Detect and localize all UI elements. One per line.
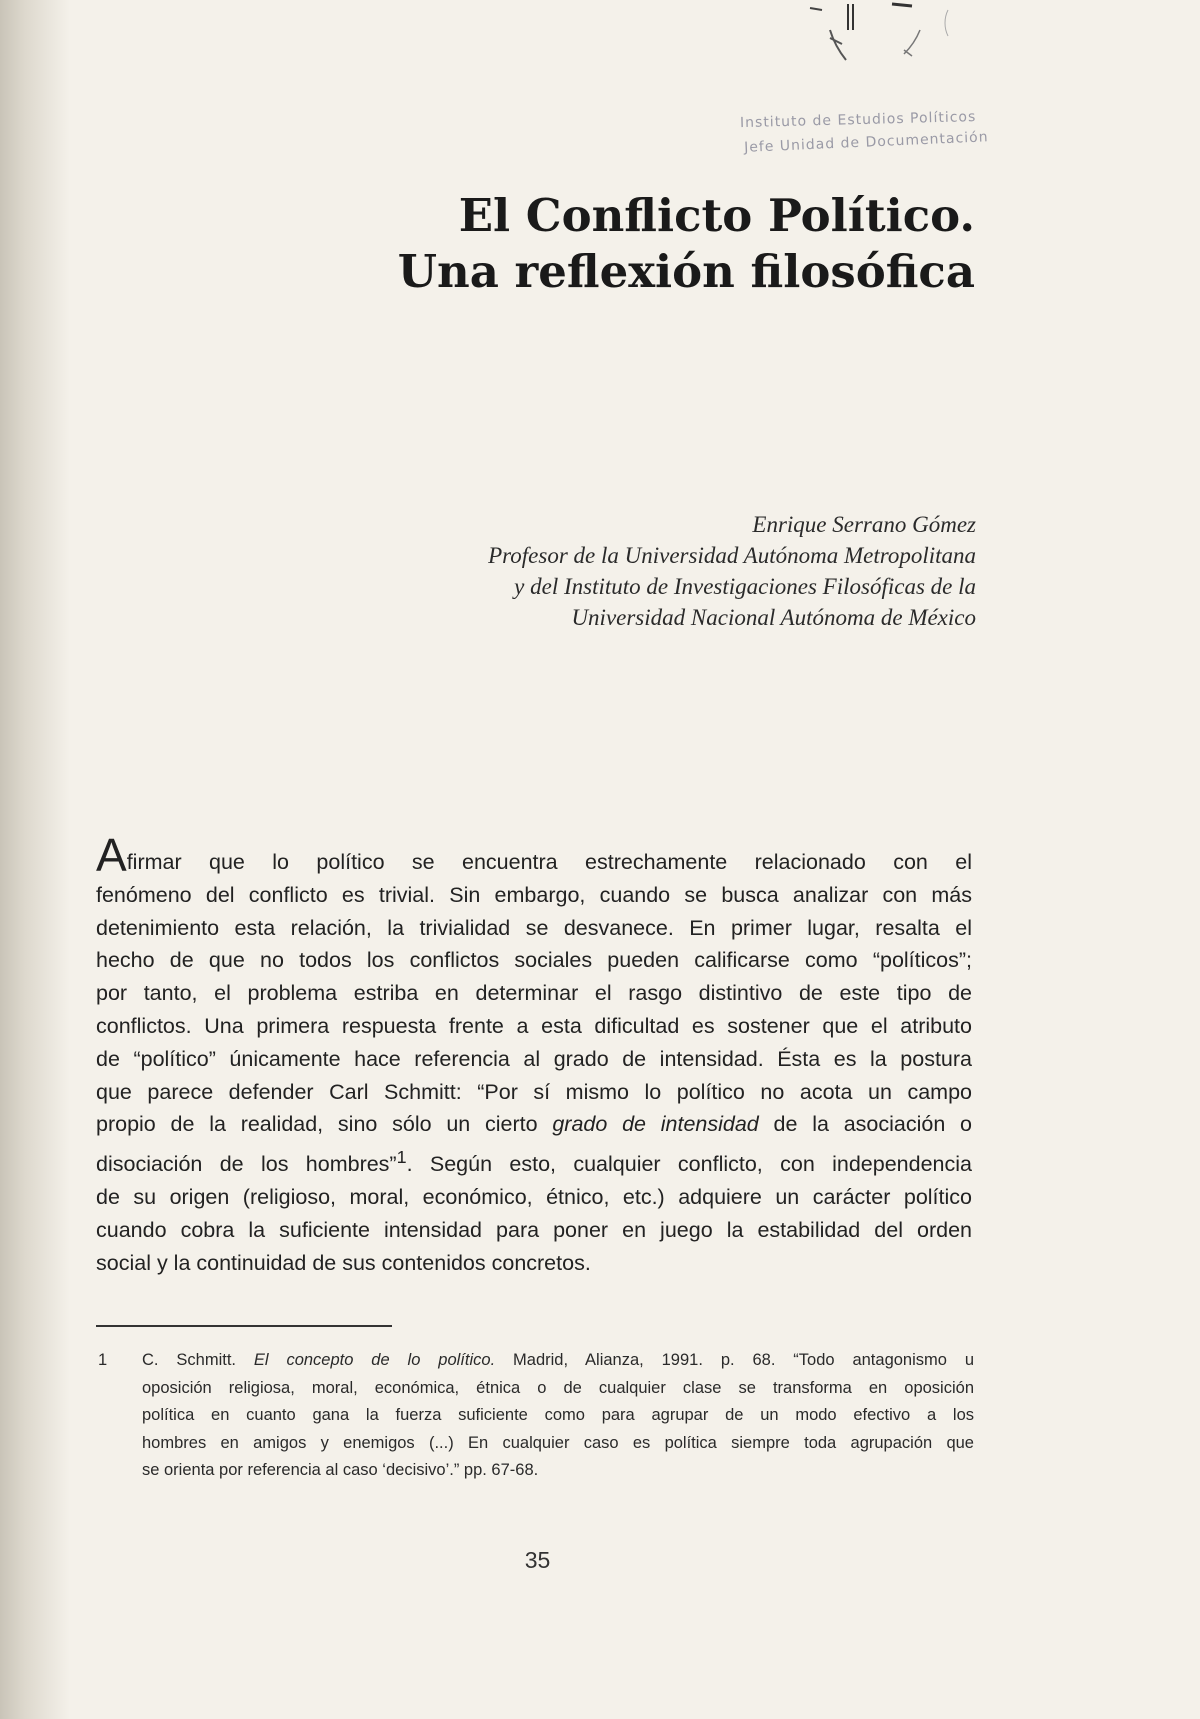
- drop-cap: A: [96, 829, 127, 881]
- body-line: por tanto, el problema estriba en determinar el rasgo distintivo de este tipo de: [96, 981, 972, 1006]
- body-line: disociación de los hombres”$^1$. Según esto, cualquier conflicto, con independencia: [96, 1147, 972, 1177]
- page-binding-shadow: [0, 0, 70, 1719]
- body-line: conflictos. Una primera respuesta frente a esta dificultad es sostener que el atributo: [96, 1013, 972, 1038]
- emphasis: grado de intensidad: [552, 1112, 759, 1137]
- body-line: de su origen (religioso, moral, económico, étnico, etc.) adquiere un carácter político: [96, 1185, 972, 1210]
- footnote-line: política en cuanto gana la fuerza suficiente como para agrupar de un modo efectivo a los: [142, 1406, 974, 1424]
- body-line: hecho de que no todos los conflictos sociales pueden calificarse como “políticos”;: [96, 948, 972, 973]
- body-line: detenimiento esta relación, la trivialidad se desvanece. En primer lugar, resalta el: [96, 915, 972, 940]
- title-line-1: El Conflicto Político.: [458, 189, 975, 242]
- footnote-line: oposición religiosa, moral, económica, étnica o de cualquier clase se transforma en oposición: [142, 1378, 974, 1397]
- footnote-text: [142, 1347, 974, 1485]
- footnote-separator: [96, 1325, 392, 1327]
- stamp-line-2: Jefe Unidad de Documentación: [743, 129, 989, 156]
- article-title: [300, 188, 975, 300]
- body-line: que parece defender Carl Schmitt: “Por sí mismo lo político no acota un campo: [96, 1079, 972, 1104]
- author-affiliation-1: Profesor de la Universidad Autónoma Metropolitana: [488, 543, 976, 568]
- body-line: social y la continuidad de sus contenidos concretos.: [96, 1250, 591, 1275]
- title-line-2: Una reflexión filosófica: [397, 245, 975, 298]
- page-number: 35: [524, 1547, 551, 1573]
- footnote-line: hombres en amigos y enemigos (...) En cualquier caso es política siempre toda agrupación que: [142, 1433, 974, 1452]
- institutional-stamp: [739, 108, 1060, 156]
- body-line: propio de la realidad, sino sólo un cierto grado de intensidad de la asociación o: [96, 1112, 973, 1137]
- author-affiliation-2: y del Instituto de Investigaciones Filosóficas de la: [514, 574, 976, 599]
- footnote-book-title: El concepto de lo político.: [253, 1351, 496, 1369]
- body-paragraph: [96, 829, 973, 1280]
- footnote: [98, 1347, 974, 1485]
- footnote-number: 1: [98, 1351, 108, 1369]
- author-block: [300, 509, 976, 633]
- footnote-line: C. Schmitt. El concepto de lo político. Madrid, Alianza, 1991. p. 68. “Todo antagonismo u: [142, 1351, 975, 1369]
- handwritten-marks: [800, 0, 1060, 80]
- footnote-ref[interactable]: 1: [396, 1147, 407, 1168]
- body-line: cuando cobra la suficiente intensidad para poner en juego la estabilidad del orden: [96, 1217, 972, 1242]
- body-line: fenómeno del conflicto es trivial. Sin embargo, cuando se busca analizar con más: [96, 882, 972, 907]
- author-name: Enrique Serrano Gómez: [752, 512, 976, 537]
- footnote-line: se orienta por referencia al caso ‘decisivo’.” pp. 67-68.: [142, 1461, 539, 1479]
- stamp-line-1: Instituto de Estudios Políticos: [739, 109, 977, 132]
- author-affiliation-3: Universidad Nacional Autónoma de México: [571, 605, 976, 630]
- body-line: Afirmar que lo político se encuentra estrechamente relacionado con el: [96, 829, 972, 881]
- body-line: de “político” únicamente hace referencia al grado de intensidad. Ésta es la postura: [96, 1046, 972, 1071]
